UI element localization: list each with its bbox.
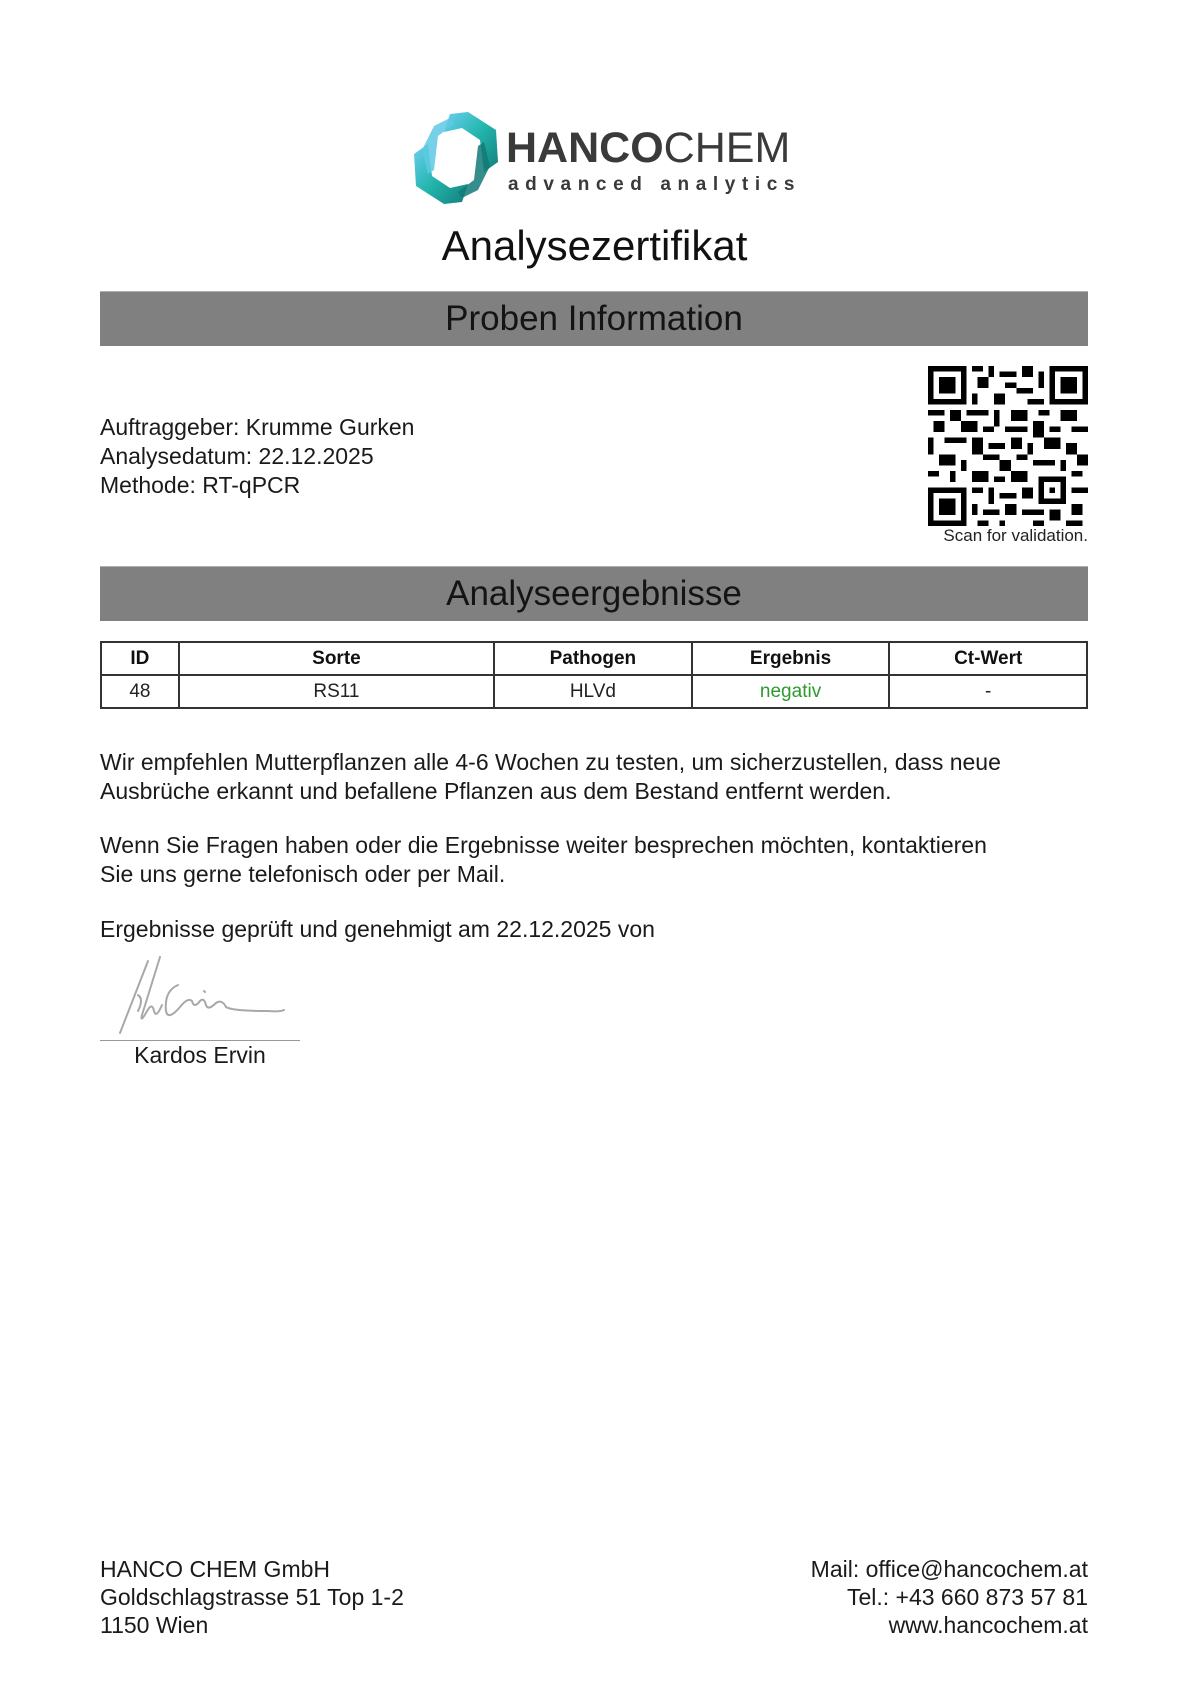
- footer-contact: [811, 1555, 1088, 1639]
- column-header-ergebnis: Ergebnis: [692, 642, 890, 675]
- analysis-date-line: Analysedatum: 22.12.2025: [100, 443, 374, 469]
- contact-paragraph: [100, 831, 1060, 889]
- client-line: Auftraggeber: Krumme Gurken: [100, 414, 415, 440]
- logo-name-light: CHEM: [663, 124, 791, 172]
- column-header-pathogen: Pathogen: [494, 642, 692, 675]
- cell-id: 48: [101, 675, 179, 708]
- cell-sorte: RS11: [179, 675, 494, 708]
- table-row: [101, 675, 1087, 708]
- column-header-id: ID: [101, 642, 179, 675]
- footer-address: [100, 1555, 404, 1639]
- street-address: Goldschlagstrasse 51 Top 1-2: [100, 1584, 404, 1610]
- company-name: HANCO CHEM GmbH: [100, 1556, 331, 1582]
- cell-pathogen: HLVd: [494, 675, 692, 708]
- section-header-sample-info: Proben Information: [100, 291, 1088, 346]
- signatory-name: Kardos Ervin: [134, 1042, 266, 1068]
- signature-image: [108, 955, 308, 1041]
- website-link[interactable]: www.hancochem.at: [888, 1612, 1088, 1638]
- logo-name-bold: HANCO: [506, 124, 664, 172]
- section-header-results: Analyseergebnisse: [100, 566, 1088, 621]
- email-link[interactable]: Mail: office@hancochem.at: [810, 1556, 1088, 1582]
- column-header-ct-wert: Ct-Wert: [889, 642, 1087, 675]
- sample-info-details: [100, 413, 414, 500]
- recommendation-line-2: Ausbrüche erkannt und befallene Pflanzen aus dem Bestand entfernt werden.: [100, 778, 892, 804]
- column-header-sorte: Sorte: [179, 642, 494, 675]
- company-logo: [410, 110, 802, 210]
- cell-ct-wert: -: [889, 675, 1087, 708]
- results-table: [100, 641, 1088, 709]
- qr-caption: Scan for validation.: [943, 526, 1088, 545]
- contact-line-1: Wenn Sie Fragen haben oder die Ergebnisse weiter besprechen möchten, kontaktieren: [100, 832, 987, 858]
- contact-line-2: Sie uns gerne telefonisch oder per Mail.: [100, 861, 506, 887]
- logo-wordmark: [506, 126, 790, 170]
- qr-code[interactable]: [928, 366, 1088, 526]
- recommendation-line-1: Wir empfehlen Mutterpflanzen alle 4-6 Wochen zu testen, um sicherzustellen, dass neue: [100, 749, 1001, 775]
- table-header-row: [101, 642, 1087, 675]
- cell-ergebnis: negativ: [692, 675, 890, 708]
- hexagon-logo-icon: [410, 110, 502, 206]
- city-address: 1150 Wien: [100, 1612, 209, 1638]
- recommendation-paragraph: [100, 748, 1060, 806]
- logo-tagline: advanced analytics: [508, 174, 802, 195]
- phone-number[interactable]: Tel.: +43 660 873 57 81: [846, 1584, 1088, 1610]
- page-title: Analysezertifikat: [441, 222, 748, 269]
- approval-statement: Ergebnisse geprüft und genehmigt am 22.12.2025 von: [100, 916, 655, 942]
- method-line: Methode: RT-qPCR: [100, 472, 301, 498]
